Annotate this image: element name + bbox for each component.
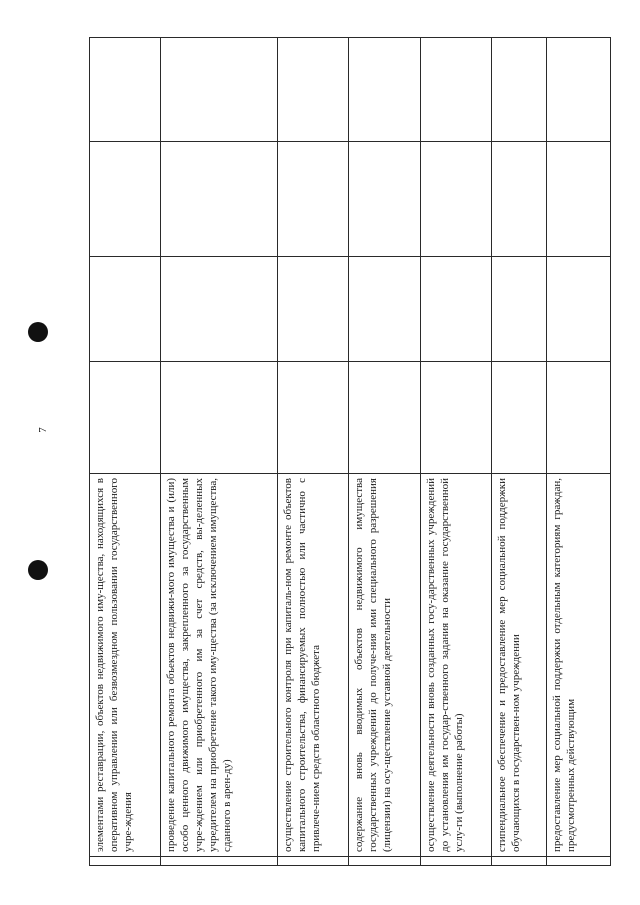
table-row [492,38,547,866]
row-description: осуществление деятельности вновь созданных госу-дарственных учреждений до установления им государ-ственного задания на оказание государственной услу-ги (выполнение работы) [421,474,492,857]
row-description: содержание вновь вводимых объектов недвижимого имущества государственных учреждений до получе-ния ими специального разрешения (лицензии) на осу-ществление уставной деятельности [349,474,421,857]
row-description: стипендиальное обеспечение и предоставление мер социальной поддержки обучающихся в государствен-ном учреждении [492,474,547,857]
table-row [90,38,161,866]
row-description: проведение капитального ремонта объектов недвижи-мого имущества и (или) особо ценного движимого имущества, закрепленного за государственным учре-ждением или приобретенного им за счет средств, вы-деленных учредителем на приобретение такого иму-щества (за исключением имущества, сданного в арен-ду) [161,474,278,857]
table-row [278,38,349,866]
table-row [421,38,492,866]
row-description: предоставление мер социальной поддержки отдельным категориям граждан, предусмотренных действующим [547,474,611,857]
page-number: 7 [36,427,49,433]
punch-hole-top [28,322,48,342]
rotated-table-container [89,38,610,866]
table-row [161,38,278,866]
punch-hole-bottom [28,560,48,580]
table-row [547,38,611,866]
budget-table [89,37,611,866]
table-row [349,38,421,866]
row-description: осуществление строительного контроля при капиталь-ном ремонте объектов капитального строительства, финансируемых полностью или частично с привлече-нием средств областного бюджета [278,474,349,857]
row-description: элементами реставрации, объектов недвижимого иму-щества, находящихся в оперативном управлении или безвозмездном пользовании государственного учре-ждения [90,474,161,857]
